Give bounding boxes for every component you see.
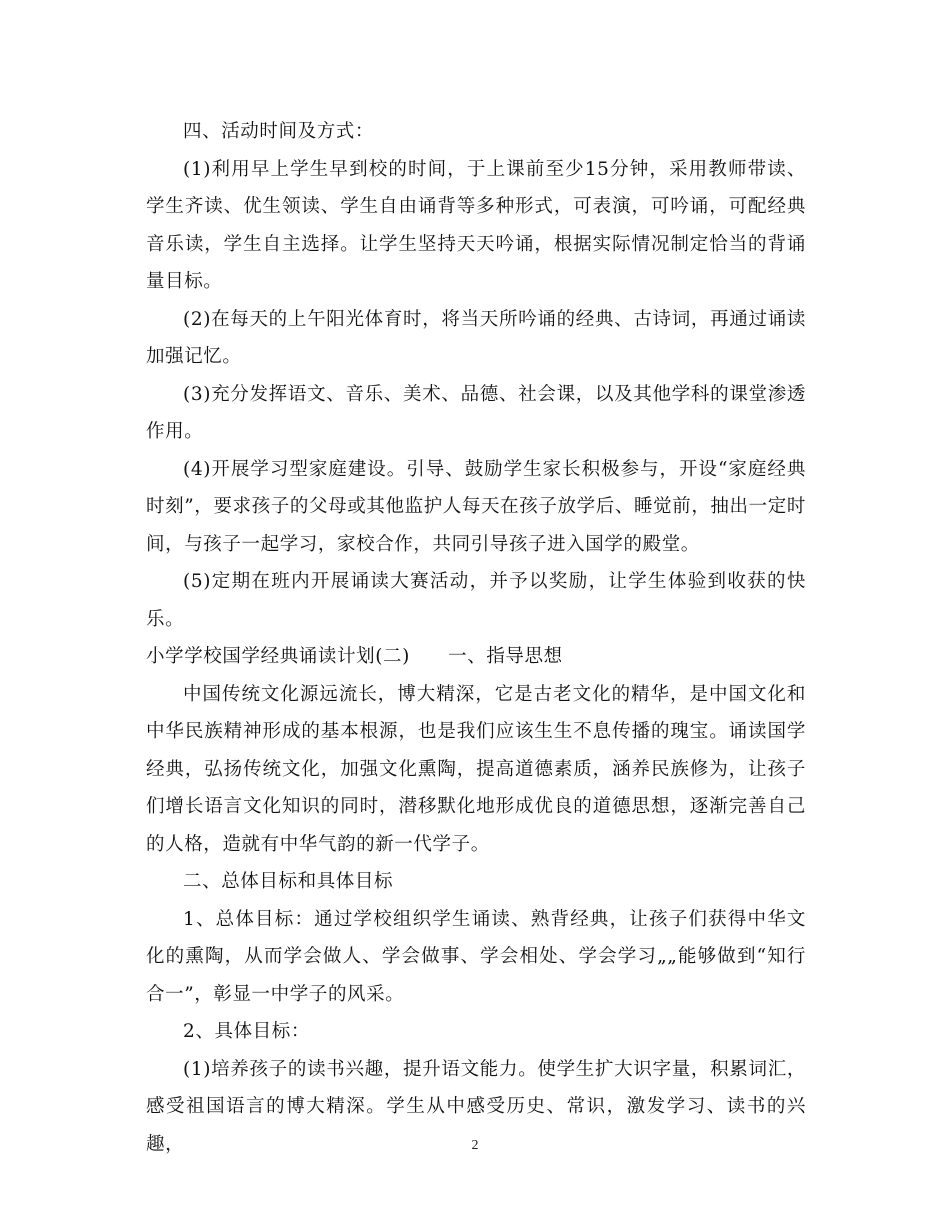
paragraph-item-1: (1)利用早上学生早到校的时间，于上课前至少15分钟，采用教师带读、学生齐读、优生领读、学生自由诵背等多种形式，可表演，可吟诵，可配经典音乐读，学生自主选择。让学生坚持天天吟诵，根据实际情况制定恰当的背诵量目标。 [146,158,806,292]
paragraph-specific-goals-heading: 2、具体目标： [183,1021,310,1042]
page-number: 2 [471,1138,479,1153]
paragraph-item-3: (3)充分发挥语文、音乐、美术、品德、社会课，以及其他学科的课堂渗透作用。 [146,383,806,442]
paragraph-overall-goal: 1、总体目标：通过学校组织学生诵读、熟背经典，让孩子们获得中华文化的熏陶，从而学会做人、学会做事、学会相处、学会学习„„能够做到“知行合一”，彰显一中学子的风采。 [146,908,806,1005]
paragraph-guiding-thought: 中国传统文化源远流长，博大精深，它是古老文化的精华，是中国文化和中华民族精神形成的基本根源，也是我们应该生生不息传播的瑰宝。诵读国学经典，弘扬传统文化，加强文化熏陶，提高道德素质，涵养民族修为，让孩子们增长语言文化知识的同时，潜移默化地形成优良的道德思想，逐渐完善自己的人格，造就有中华气韵的新一代学子。 [146,683,806,855]
paragraph-item-5: (5)定期在班内开展诵读大赛活动，并予以奖励，让学生体验到收获的快乐。 [146,571,806,630]
document-body [146,113,806,1163]
paragraph-item-4: (4)开展学习型家庭建设。引导、鼓励学生家长积极参与，开设“家庭经典时刻”，要求孩子的父母或其他监护人每天在孩子放学后、睡觉前，抽出一定时间，与孩子一起学习，家校合作，共同引导孩子进入国学的殿堂。 [146,458,806,555]
paragraph-activity-time-heading: 四、活动时间及方式： [183,121,375,142]
paragraph-goals-heading: 二、总体目标和具体目标 [183,871,394,892]
paragraph-item-2: (2)在每天的上午阳光体育时，将当天所吟诵的经典、古诗词，再通过诵读加强记忆。 [146,308,806,367]
paragraph-specific-goal-1: (1)培养孩子的读书兴趣，提升语文能力。使学生扩大识字量，积累词汇，感受祖国语言的博大精深。学生从中感受历史、常识，激发学习、读书的兴趣， [146,1058,806,1155]
section-title-plan-two: 小学学校国学经典诵读计划(二) 一、指导思想 [146,646,563,667]
